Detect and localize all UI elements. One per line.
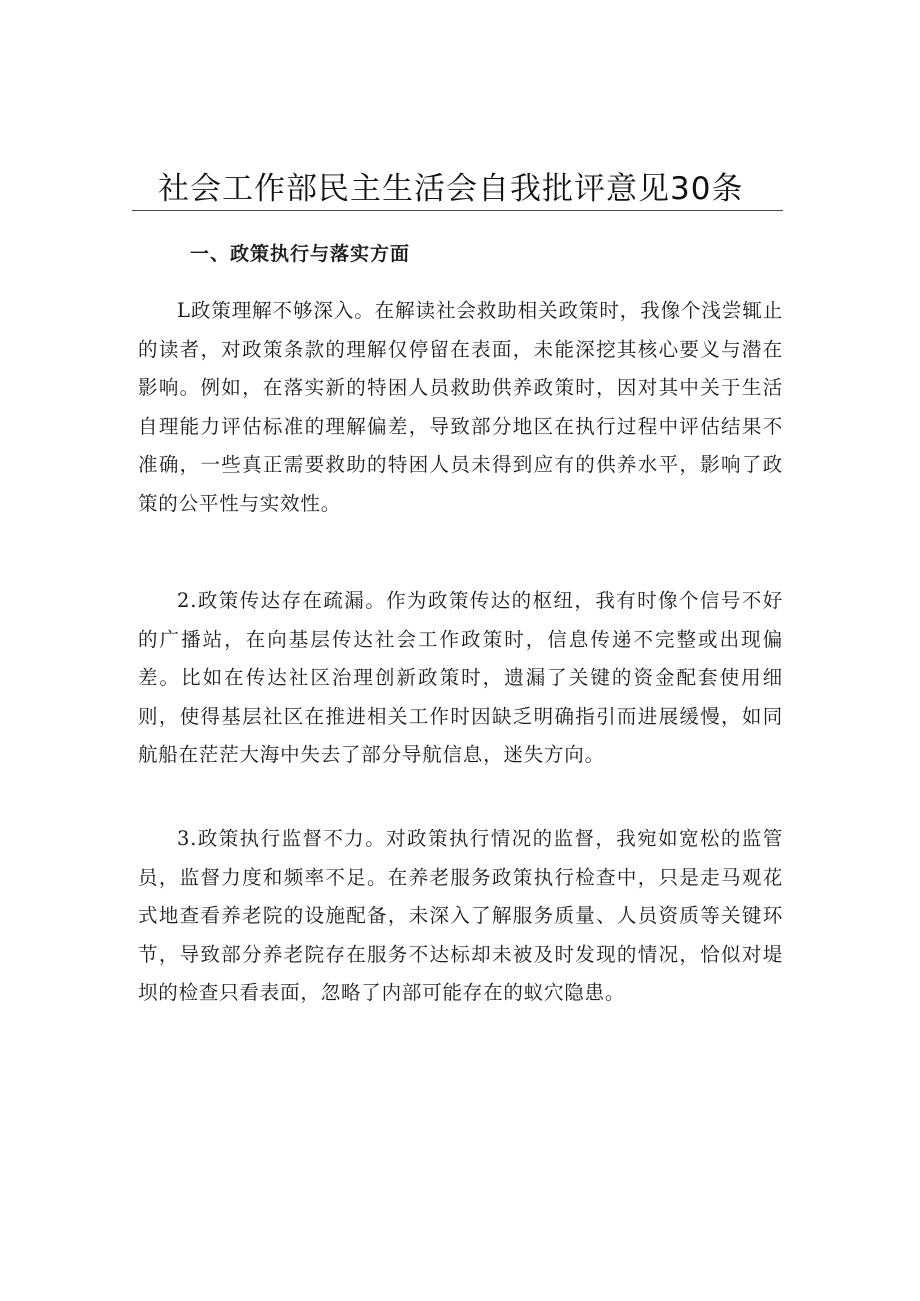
paragraph-1: L政策理解不够深入。在解读社会救助相关政策时，我像个浅尝辄止的读者，对政策条款的理解仅停留在表面，未能深挖其核心要义与潜在影响。例如，在落实新的特困人员救助供养政策时，因对其中关于生活自理能力评估标准的理解偏差，导致部分地区在执行过程中评估结果不准确，一些真正需要救助的特困人员未得到应有的供养水平，影响了政策的公平性与实效性。: [138, 299, 783, 515]
title-underline: [132, 210, 783, 211]
section-heading: 一、政策执行与落实方面: [190, 243, 411, 265]
paragraph-2: 2.政策传达存在疏漏。作为政策传达的枢纽，我有时像个信号不好的广播站，在向基层传达社会工作政策时，信息传递不完整或出现偏差。比如在传达社区治理创新政策时，遗漏了关键的资金配套使用细则，使得基层社区在推进相关工作时因缺乏明确指引而进展缓慢，如同航船在茫茫大海中失去了部分导航信息，迷失方向。: [138, 589, 783, 766]
paragraph-3: 3.政策执行监督不力。对政策执行情况的监督，我宛如宽松的监管员，监督力度和频率不足。在养老服务政策执行检查中，只是走马观花式地查看养老院的设施配备，未深入了解服务质量、人员资质等关键环节，导致部分养老院存在服务不达标却未被及时发现的情况，恰似对堤坝的检查只看表面，忽略了内部可能存在的蚁穴隐患。: [138, 827, 783, 1004]
document-title: 社会工作部民主生活会自我批评意见30条: [158, 171, 744, 207]
